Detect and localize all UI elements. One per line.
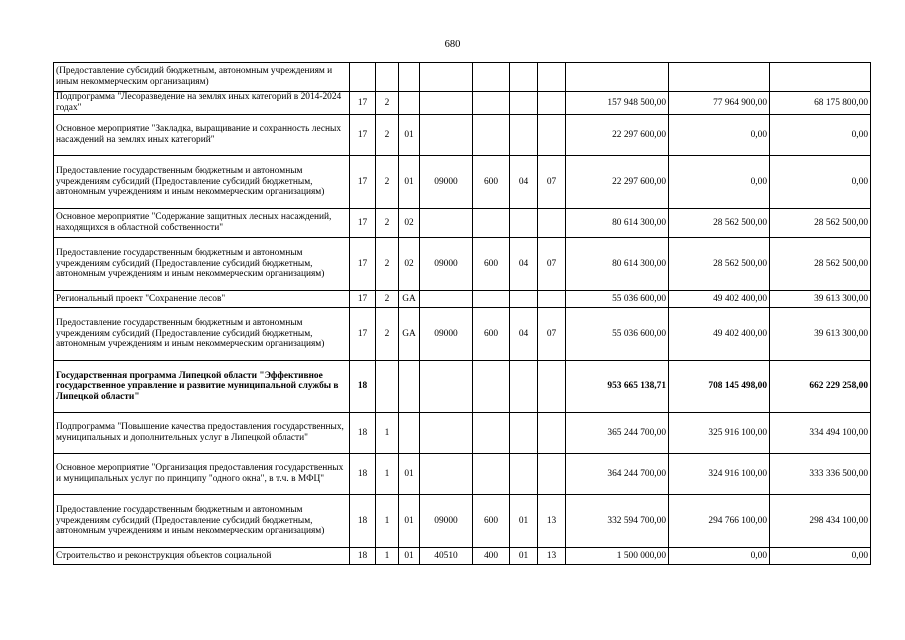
cell-amount-year3: 39 613 300,00	[770, 291, 871, 308]
table-row	[54, 238, 871, 291]
cell-amount-year2: 77 964 900,00	[669, 92, 770, 115]
budget-table	[53, 62, 871, 565]
cell-gp-code: 17	[350, 115, 376, 156]
cell-measure-code: GA	[399, 291, 420, 308]
cell-section	[510, 209, 538, 238]
cell-subprogram-code: 1	[376, 413, 399, 454]
cell-amount-year1: 364 244 700,00	[566, 454, 669, 495]
cell-section: 01	[510, 548, 538, 565]
cell-amount-year2: 0,00	[669, 548, 770, 565]
cell-amount-year1: 22 297 600,00	[566, 115, 669, 156]
cell-gp-code: 17	[350, 209, 376, 238]
cell-gp-code: 18	[350, 495, 376, 548]
cell-expense-type	[473, 413, 510, 454]
cell-direction-code	[420, 454, 473, 495]
cell-subprogram-code: 1	[376, 495, 399, 548]
cell-subprogram-code	[376, 361, 399, 413]
cell-amount-year2: 49 402 400,00	[669, 308, 770, 361]
cell-direction-code	[420, 115, 473, 156]
cell-name: Региональный проект "Сохранение лесов"	[54, 291, 350, 308]
cell-amount-year3: 0,00	[770, 548, 871, 565]
cell-amount-year1: 80 614 300,00	[566, 238, 669, 291]
cell-gp-code: 18	[350, 413, 376, 454]
cell-name: Подпрограмма "Повышение качества предоставления государственных, муниципальных и дополнительных услуг в Липецкой области"	[54, 413, 350, 454]
cell-amount-year2: 324 916 100,00	[669, 454, 770, 495]
cell-amount-year3: 68 175 800,00	[770, 92, 871, 115]
cell-expense-type	[473, 209, 510, 238]
cell-name: Предоставление государственным бюджетным и автономным учреждениям субсидий (Предоставление субсидий бюджетным, автономным учреждениям и иным некоммерческим организациям)	[54, 495, 350, 548]
cell-name: Предоставление государственным бюджетным и автономным учреждениям субсидий (Предоставление субсидий бюджетным, автономным учреждениям и иным некоммерческим организациям)	[54, 308, 350, 361]
cell-measure-code	[399, 361, 420, 413]
cell-subsection	[538, 413, 566, 454]
cell-direction-code: 09000	[420, 495, 473, 548]
cell-amount-year3: 28 562 500,00	[770, 238, 871, 291]
cell-subprogram-code: 1	[376, 454, 399, 495]
cell-expense-type	[473, 115, 510, 156]
cell-measure-code: 01	[399, 156, 420, 209]
cell-amount-year3: 662 229 258,00	[770, 361, 871, 413]
cell-subsection	[538, 63, 566, 92]
cell-gp-code: 17	[350, 92, 376, 115]
cell-measure-code	[399, 413, 420, 454]
cell-direction-code: 09000	[420, 156, 473, 209]
cell-expense-type	[473, 92, 510, 115]
cell-amount-year1: 1 500 000,00	[566, 548, 669, 565]
cell-amount-year3: 0,00	[770, 156, 871, 209]
cell-name: Основное мероприятие "Содержание защитных лесных насаждений, находящихся в областной собственности"	[54, 209, 350, 238]
cell-expense-type: 600	[473, 156, 510, 209]
cell-amount-year1: 157 948 500,00	[566, 92, 669, 115]
table-row	[54, 92, 871, 115]
cell-direction-code	[420, 63, 473, 92]
cell-subsection: 07	[538, 238, 566, 291]
cell-gp-code: 17	[350, 291, 376, 308]
cell-name: (Предоставление субсидий бюджетным, автономным учреждениям и иным некоммерческим организациям)	[54, 63, 350, 92]
cell-amount-year2: 0,00	[669, 156, 770, 209]
cell-name: Государственная программа Липецкой области "Эффективное государственное управление и развитие муниципальной службы в Липецкой области"	[54, 361, 350, 413]
cell-gp-code: 18	[350, 454, 376, 495]
cell-subprogram-code: 2	[376, 291, 399, 308]
cell-direction-code: 40510	[420, 548, 473, 565]
cell-direction-code	[420, 413, 473, 454]
cell-amount-year2: 708 145 498,00	[669, 361, 770, 413]
cell-amount-year1: 80 614 300,00	[566, 209, 669, 238]
table-row	[54, 209, 871, 238]
cell-section: 04	[510, 156, 538, 209]
cell-measure-code	[399, 63, 420, 92]
cell-amount-year3: 0,00	[770, 115, 871, 156]
cell-direction-code: 09000	[420, 308, 473, 361]
cell-section	[510, 115, 538, 156]
cell-name: Основное мероприятие "Организация предоставления государственных и муниципальных услуг по принципу "одного окна", в т.ч. в МФЦ"	[54, 454, 350, 495]
cell-amount-year1: 22 297 600,00	[566, 156, 669, 209]
cell-section: 01	[510, 495, 538, 548]
cell-subprogram-code: 1	[376, 548, 399, 565]
cell-amount-year1: 365 244 700,00	[566, 413, 669, 454]
cell-section: 04	[510, 238, 538, 291]
cell-expense-type	[473, 63, 510, 92]
table-row	[54, 115, 871, 156]
cell-subprogram-code: 2	[376, 115, 399, 156]
cell-subsection	[538, 291, 566, 308]
cell-direction-code	[420, 209, 473, 238]
cell-expense-type	[473, 361, 510, 413]
cell-amount-year2	[669, 63, 770, 92]
cell-subprogram-code: 2	[376, 92, 399, 115]
cell-subprogram-code: 2	[376, 238, 399, 291]
cell-direction-code	[420, 291, 473, 308]
page-number: 680	[444, 39, 461, 50]
cell-gp-code: 18	[350, 548, 376, 565]
cell-subprogram-code: 2	[376, 156, 399, 209]
table-row	[54, 308, 871, 361]
cell-section	[510, 361, 538, 413]
cell-measure-code	[399, 92, 420, 115]
cell-measure-code: 02	[399, 209, 420, 238]
cell-measure-code: 01	[399, 115, 420, 156]
cell-amount-year3: 39 613 300,00	[770, 308, 871, 361]
cell-amount-year1: 55 036 600,00	[566, 291, 669, 308]
table-row	[54, 454, 871, 495]
table-row	[54, 63, 871, 92]
cell-measure-code: 01	[399, 454, 420, 495]
cell-amount-year3	[770, 63, 871, 92]
cell-section: 04	[510, 308, 538, 361]
cell-name: Предоставление государственным бюджетным и автономным учреждениям субсидий (Предоставление субсидий бюджетным, автономным учреждениям и иным некоммерческим организациям)	[54, 156, 350, 209]
cell-direction-code	[420, 92, 473, 115]
cell-subsection	[538, 115, 566, 156]
cell-gp-code	[350, 63, 376, 92]
cell-expense-type: 600	[473, 495, 510, 548]
cell-expense-type: 600	[473, 308, 510, 361]
cell-name: Подпрограмма "Лесоразведение на землях иных категорий в 2014-2024 годах"	[54, 92, 350, 115]
table-row	[54, 548, 871, 565]
cell-amount-year2: 49 402 400,00	[669, 291, 770, 308]
cell-amount-year1: 332 594 700,00	[566, 495, 669, 548]
cell-section	[510, 454, 538, 495]
cell-amount-year3: 298 434 100,00	[770, 495, 871, 548]
cell-subsection	[538, 454, 566, 495]
cell-subsection: 07	[538, 308, 566, 361]
cell-section	[510, 63, 538, 92]
table-row	[54, 413, 871, 454]
cell-gp-code: 18	[350, 361, 376, 413]
cell-subsection	[538, 92, 566, 115]
cell-gp-code: 17	[350, 238, 376, 291]
cell-section	[510, 413, 538, 454]
cell-expense-type	[473, 291, 510, 308]
cell-expense-type: 400	[473, 548, 510, 565]
cell-measure-code: GA	[399, 308, 420, 361]
cell-measure-code: 02	[399, 238, 420, 291]
cell-amount-year3: 28 562 500,00	[770, 209, 871, 238]
cell-subsection	[538, 361, 566, 413]
cell-direction-code: 09000	[420, 238, 473, 291]
cell-name: Предоставление государственным бюджетным и автономным учреждениям субсидий (Предоставление субсидий бюджетным, автономным учреждениям и иным некоммерческим организациям)	[54, 238, 350, 291]
cell-subsection: 07	[538, 156, 566, 209]
cell-expense-type	[473, 454, 510, 495]
cell-section	[510, 291, 538, 308]
cell-amount-year1	[566, 63, 669, 92]
cell-amount-year2: 28 562 500,00	[669, 238, 770, 291]
cell-subprogram-code	[376, 63, 399, 92]
cell-amount-year2: 294 766 100,00	[669, 495, 770, 548]
cell-subsection	[538, 209, 566, 238]
cell-amount-year3: 334 494 100,00	[770, 413, 871, 454]
cell-subprogram-code: 2	[376, 308, 399, 361]
cell-subprogram-code: 2	[376, 209, 399, 238]
cell-gp-code: 17	[350, 308, 376, 361]
table-row	[54, 361, 871, 413]
cell-subsection: 13	[538, 548, 566, 565]
cell-amount-year1: 953 665 138,71	[566, 361, 669, 413]
table-row	[54, 291, 871, 308]
cell-subsection: 13	[538, 495, 566, 548]
cell-name: Основное мероприятие "Закладка, выращивание и сохранность лесных насаждений на землях иных категорий"	[54, 115, 350, 156]
cell-direction-code	[420, 361, 473, 413]
cell-amount-year2: 28 562 500,00	[669, 209, 770, 238]
cell-measure-code: 01	[399, 495, 420, 548]
cell-gp-code: 17	[350, 156, 376, 209]
table-row	[54, 156, 871, 209]
cell-amount-year3: 333 336 500,00	[770, 454, 871, 495]
cell-measure-code: 01	[399, 548, 420, 565]
cell-amount-year2: 325 916 100,00	[669, 413, 770, 454]
table-row	[54, 495, 871, 548]
cell-name: Строительство и реконструкция объектов социальной	[54, 548, 350, 565]
cell-expense-type: 600	[473, 238, 510, 291]
cell-section	[510, 92, 538, 115]
cell-amount-year2: 0,00	[669, 115, 770, 156]
cell-amount-year1: 55 036 600,00	[566, 308, 669, 361]
